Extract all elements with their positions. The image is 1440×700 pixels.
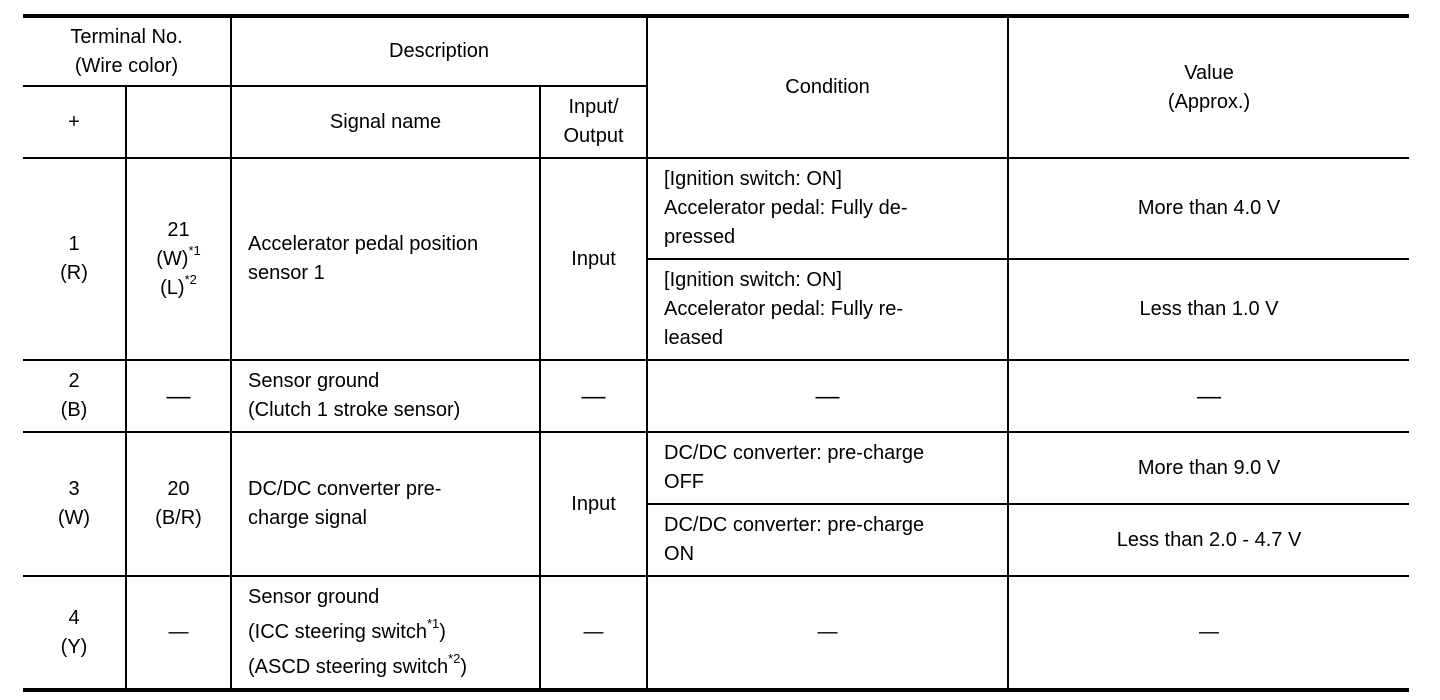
- wire-color: $(L)^{*2}$: [160, 271, 197, 299]
- signal-name-line: charge signal: [248, 507, 367, 529]
- minus-terminal-cell: —: [126, 360, 231, 432]
- plus-terminal-cell: [23, 158, 126, 360]
- footnote-mark: *2: [184, 271, 197, 287]
- table-row: [23, 158, 1409, 259]
- minus-terminal-cell: —: [126, 576, 231, 690]
- io-cell: —: [540, 576, 647, 690]
- signal-name-cell: [231, 158, 540, 360]
- condition-line: DC/DC converter: pre-charge: [664, 514, 925, 536]
- table-row: [23, 360, 1409, 432]
- condition-cell: [647, 432, 1008, 504]
- condition-line: [Ignition switch: ON]: [664, 168, 842, 190]
- terminal-number: 21: [167, 218, 190, 241]
- wire-color: (W): [57, 507, 91, 529]
- value-cell: —: [1008, 360, 1409, 432]
- signal-name-line: Accelerator pedal position: [248, 233, 479, 255]
- terminal-number: 4: [68, 606, 80, 629]
- signal-name-line: (ICC steering switch$^{*1}$): [248, 616, 446, 643]
- condition-line: DC/DC converter: pre-charge: [664, 442, 925, 464]
- plus-header: +: [23, 86, 126, 158]
- terminal-number: 3: [68, 478, 80, 500]
- plus-terminal-cell: [23, 576, 126, 690]
- terminal-spec-table: [23, 14, 1409, 692]
- value-label: Value: [1184, 61, 1234, 84]
- signal-name-header: Signal name: [231, 86, 540, 158]
- io-cell: Input: [540, 158, 647, 360]
- wire-color: (B/R): [155, 507, 202, 529]
- condition-line: Accelerator pedal: Fully re-: [664, 298, 904, 320]
- description-header: Description: [231, 16, 647, 86]
- wire-color: (Y): [60, 635, 88, 658]
- signal-name-cell: [231, 432, 540, 576]
- terminal-no-label: Terminal No.: [70, 25, 183, 48]
- input-output-label-2: Output: [563, 125, 624, 147]
- signal-name-line: (ASCD steering switch$^{*2}$): [248, 651, 468, 678]
- terminal-no-header: [23, 16, 231, 86]
- footnote-mark: *1: [426, 616, 440, 632]
- value-cell: —: [1008, 576, 1409, 690]
- io-cell: —: [540, 360, 647, 432]
- footnote-mark: *1: [188, 242, 201, 258]
- header-row-1: [23, 16, 1409, 86]
- signal-name-line: DC/DC converter pre-: [248, 478, 442, 500]
- condition-cell: [647, 158, 1008, 259]
- value-cell: Less than 2.0 - 4.7 V: [1008, 504, 1409, 576]
- input-output-header: [540, 86, 647, 158]
- signal-name-cell: [231, 360, 540, 432]
- condition-line: Accelerator pedal: Fully de-: [664, 197, 908, 219]
- condition-cell: —: [647, 576, 1008, 690]
- condition-line: ON: [664, 543, 695, 565]
- condition-line: leased: [664, 327, 723, 349]
- plus-terminal-cell: [23, 432, 126, 576]
- signal-name-line: (Clutch 1 stroke sensor): [248, 399, 461, 421]
- wire-color: (R): [60, 262, 88, 284]
- condition-line: pressed: [664, 226, 736, 248]
- condition-cell: [647, 504, 1008, 576]
- table-row: [23, 576, 1409, 690]
- wire-color: (B): [60, 399, 88, 421]
- table-row: [23, 432, 1409, 504]
- value-header: [1008, 16, 1409, 158]
- input-output-label-1: Input/: [568, 96, 619, 118]
- minus-terminal-cell: [126, 158, 231, 360]
- plus-terminal-cell: [23, 360, 126, 432]
- terminal-number: 20: [167, 478, 190, 500]
- terminal-number: 1: [68, 233, 80, 255]
- terminal-number: 2: [68, 370, 80, 392]
- value-cell: More than 4.0 V: [1008, 158, 1409, 259]
- value-cell: Less than 1.0 V: [1008, 259, 1409, 360]
- minus-header: [126, 86, 231, 158]
- condition-cell: —: [647, 360, 1008, 432]
- signal-name-line: Sensor ground: [248, 370, 380, 392]
- wire-color-label: (Wire color): [74, 54, 179, 77]
- approx-label: (Approx.): [1167, 90, 1251, 113]
- condition-header: Condition: [647, 16, 1008, 158]
- condition-line: [Ignition switch: ON]: [664, 269, 842, 291]
- value-cell: More than 9.0 V: [1008, 432, 1409, 504]
- condition-cell: [647, 259, 1008, 360]
- signal-name-line: sensor 1: [248, 262, 325, 284]
- io-cell: Input: [540, 432, 647, 576]
- signal-name-cell: [231, 576, 540, 690]
- condition-line: OFF: [664, 471, 705, 493]
- signal-name-line: Sensor ground: [248, 586, 380, 608]
- wire-color: $(W)^{*1}$: [156, 242, 201, 270]
- footnote-mark: *2: [448, 651, 461, 667]
- minus-terminal-cell: [126, 432, 231, 576]
